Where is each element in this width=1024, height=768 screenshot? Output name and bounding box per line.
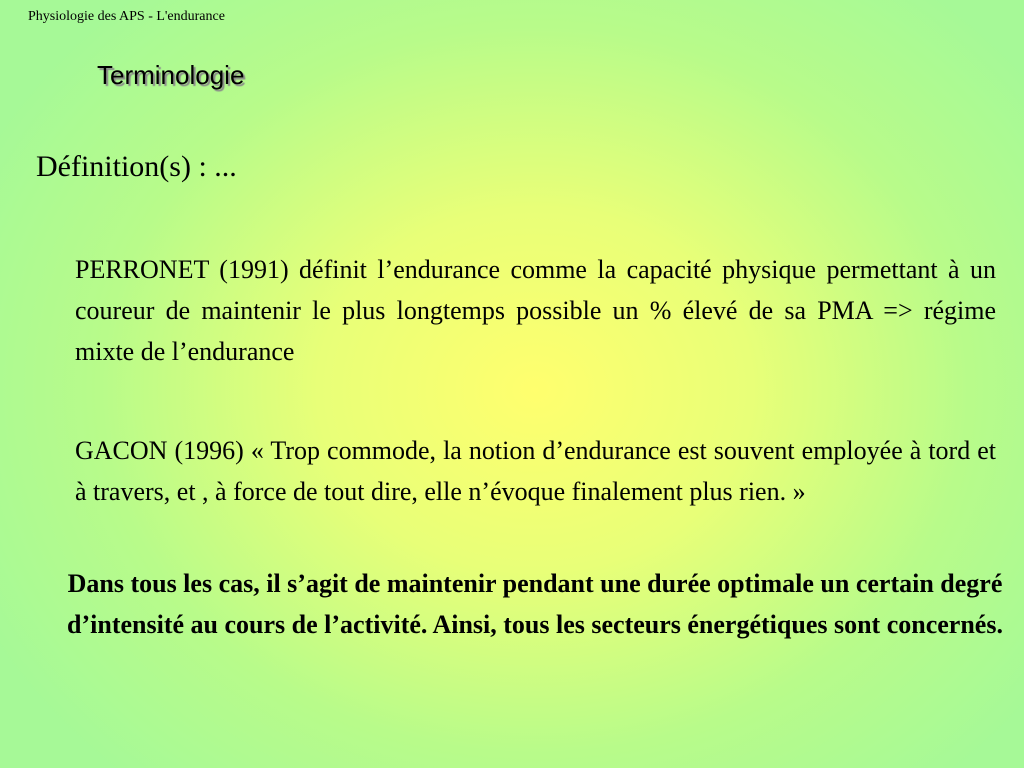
conclusion-text: Dans tous les cas, il s’agit de maintenir pendant une durée optimale un certain degré d’intensité au cours de l’activité. Ainsi, tous les secteurs énergétiques sont concernés. <box>67 569 1003 639</box>
definition-heading: Définition(s) : ... <box>36 150 237 183</box>
slide-title: Terminologie <box>97 60 245 90</box>
slide-header: Physiologie des APS - L'endurance <box>28 9 225 24</box>
gacon-paragraph: GACON (1996) « Trop commode, la notion d’endurance est souvent employée à tord et à travers, et , à force de tout dire, elle n’évoque finalement plus rien. » <box>75 436 996 506</box>
perronet-paragraph: PERRONET (1991) définit l’endurance comme la capacité physique permettant à un coureur de maintenir le plus longtemps possible un % élevé de sa PMA => régime mixte de l’endurance <box>75 255 996 366</box>
